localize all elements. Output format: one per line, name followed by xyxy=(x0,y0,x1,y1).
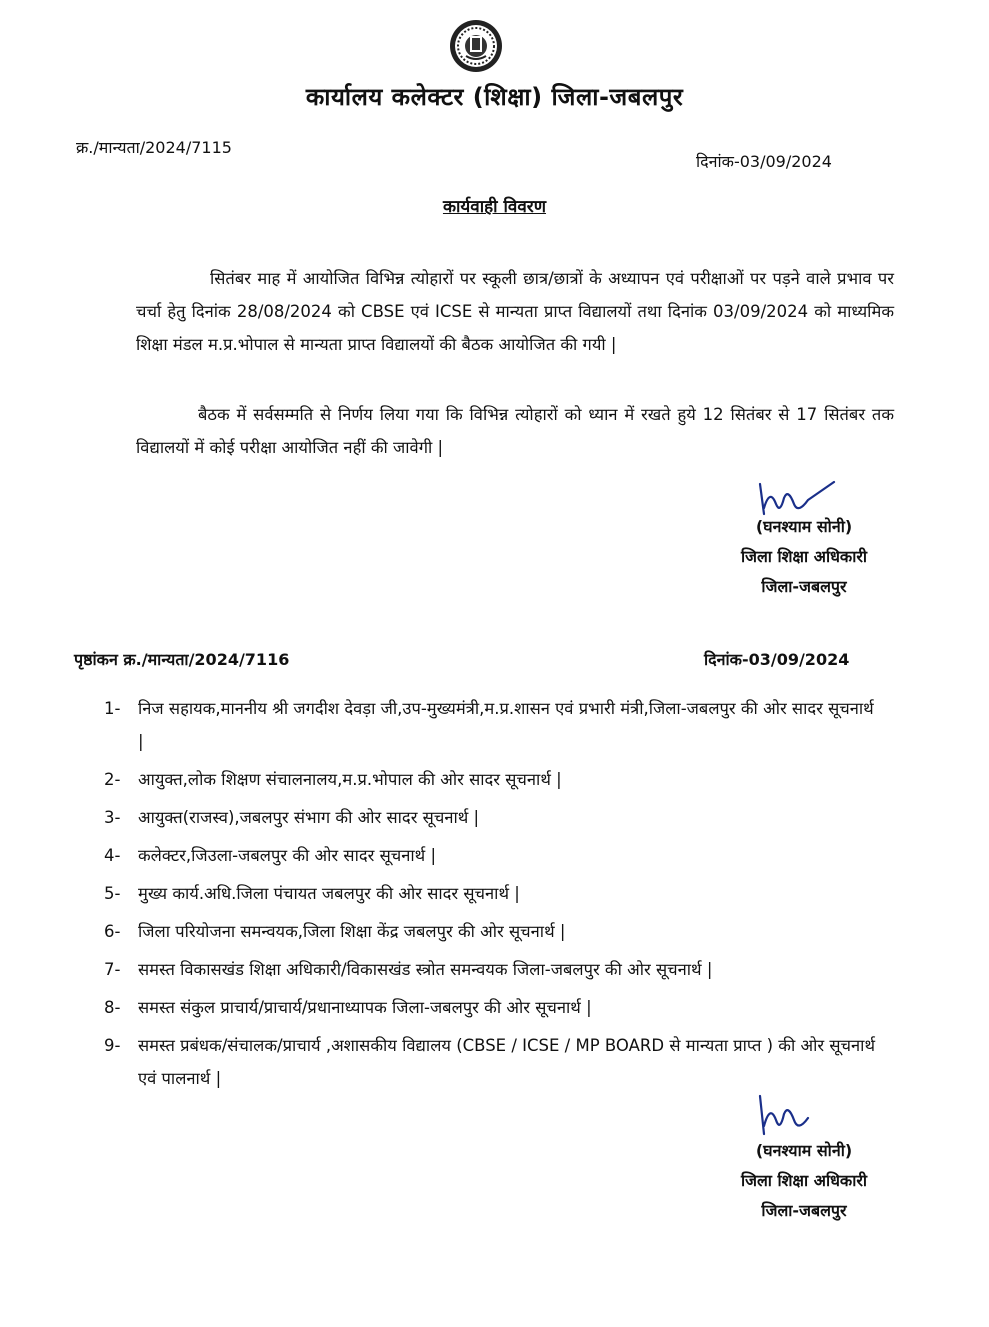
signatory-district: जिला-जबलपुर xyxy=(761,1201,847,1220)
list-item xyxy=(104,763,884,796)
list-item-number: 5- xyxy=(104,884,121,903)
list-item-text: निज सहायक,माननीय श्री जगदीश देवड़ा जी,उप-मुख्यमंत्री,म.प्र.शासन एवं प्रभारी मंत्री,जिला-जबलपुर की ओर सादर सूचनार्थ | xyxy=(138,699,874,751)
signature-block-1 xyxy=(704,512,904,602)
handwritten-signature-icon xyxy=(752,1090,842,1140)
list-item-number: 9- xyxy=(104,1036,121,1055)
list-item xyxy=(104,877,884,910)
list-item xyxy=(104,915,884,948)
signatory-name: (घनश्याम सोनी) xyxy=(755,1141,853,1160)
reference-number: क्र./मान्यता/2024/7115 xyxy=(76,138,232,157)
signatory-designation: जिला शिक्षा अधिकारी xyxy=(740,1171,868,1190)
list-item-text: आयुक्त,लोक शिक्षण संचालनालय,म.प्र.भोपाल की ओर सादर सूचनार्थ | xyxy=(138,770,562,789)
list-item xyxy=(104,1029,884,1095)
signatory-designation: जिला शिक्षा अधिकारी xyxy=(740,547,868,566)
list-item xyxy=(104,692,884,758)
list-item-number: 8- xyxy=(104,998,121,1017)
list-item-text: आयुक्त(राजस्व),जबलपुर संभाग की ओर सादर सूचनार्थ | xyxy=(138,808,480,827)
list-item-text: समस्त संकुल प्राचार्य/प्राचार्य/प्रधानाध्यापक जिला-जबलपुर की ओर सूचनार्थ | xyxy=(138,998,592,1017)
signatory-name: (घनश्याम सोनी) xyxy=(755,517,853,536)
list-item-number: 1- xyxy=(104,699,121,718)
list-item xyxy=(104,991,884,1024)
body-paragraph-1: सितंबर माह में आयोजित विभिन्न त्योहारों पर स्कूली छात्र/छात्रों के अध्यापन एवं परीक्षाओं पर पड़ने वाले प्रभाव पर चर्चा हेतु दिनांक 28/08/2024 को CBSE एवं ICSE से मान्यता प्राप्त विद्यालयों तथा दिनांक 03/09/2024 को माध्यमिक शिक्षा मंडल म.प्र.भोपाल से मान्यता प्राप्त विद्यालयों की बैठक आयोजित की गयी | xyxy=(136,269,894,354)
endorsement-reference: पृष्ठांकन क्र./मान्यता/2024/7116 xyxy=(74,650,290,669)
list-item xyxy=(104,953,884,986)
list-item-text: समस्त विकासखंड शिक्षा अधिकारी/विकासखंड स्त्रोत समन्वयक जिला-जबलपुर की ओर सूचनार्थ | xyxy=(138,960,713,979)
list-item-number: 2- xyxy=(104,770,121,789)
signatory-district: जिला-जबलपुर xyxy=(761,577,847,596)
list-item-text: मुख्य कार्य.अधि.जिला पंचायत जबलपुर की ओर सादर सूचनार्थ | xyxy=(138,884,520,903)
heading-text: कार्यवाही विवरण xyxy=(442,197,547,217)
list-item xyxy=(104,839,884,872)
document-heading xyxy=(0,194,989,217)
list-item-number: 7- xyxy=(104,960,121,979)
office-title: कार्यालय कलेक्टर (शिक्षा) जिला-जबलपुर xyxy=(305,83,684,111)
list-item-text: समस्त प्रबंधक/संचालक/प्राचार्य ,अशासकीय विद्यालय (CBSE / ICSE / MP BOARD से मान्यता प्राप्त ) की ओर सूचनार्थ एवं पालनार्थ | xyxy=(138,1036,875,1088)
list-item-number: 4- xyxy=(104,846,121,865)
issue-date: दिनांक-03/09/2024 xyxy=(696,152,832,171)
list-item-number: 6- xyxy=(104,922,121,941)
state-emblem-icon xyxy=(448,18,504,74)
distribution-list xyxy=(104,692,884,1100)
list-item-text: जिला परियोजना समन्वयक,जिला शिक्षा केंद्र जबलपुर की ओर सूचनार्थ | xyxy=(138,922,566,941)
signature-block-2 xyxy=(704,1136,904,1226)
list-item-number: 3- xyxy=(104,808,121,827)
endorsement-date: दिनांक-03/09/2024 xyxy=(704,650,850,669)
list-item xyxy=(104,801,884,834)
list-item-text: कलेक्टर,जिउला-जबलपुर की ओर सादर सूचनार्थ | xyxy=(138,846,437,865)
body-paragraph-2: बैठक में सर्वसम्मति से निर्णय लिया गया कि विभिन्न त्योहारों को ध्यान में रखते हुये 12 सितंबर से 17 सितंबर तक विद्यालयों में कोई परीक्षा आयोजित नहीं की जावेगी | xyxy=(136,405,894,457)
